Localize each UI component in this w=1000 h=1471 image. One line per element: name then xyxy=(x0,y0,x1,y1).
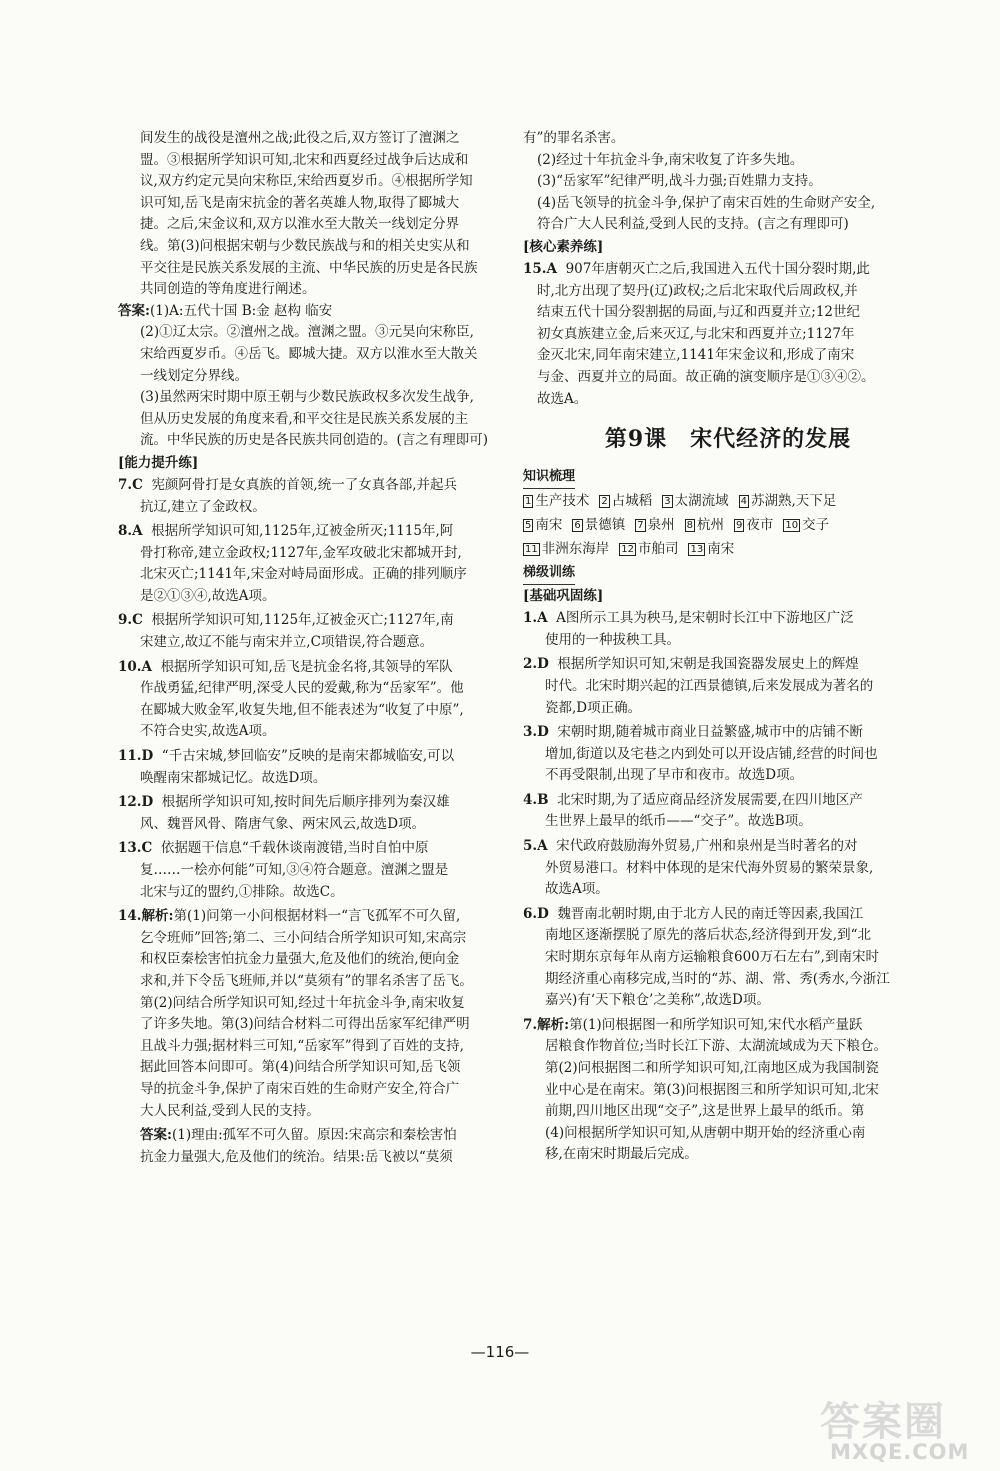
question-text-line: 风、魏晋风骨、隋唐气象、两宋风云,故选D项。 xyxy=(140,815,426,832)
question-text-line: 故选A项。 xyxy=(545,881,609,898)
middle-column xyxy=(118,128,500,1168)
question-text-line: 是②①③④,故选A项。 xyxy=(140,587,276,604)
q14-line: 且战斗力强;据材料三可知,“岳家军”得到了百姓的支持, xyxy=(140,1037,464,1054)
question-item xyxy=(523,790,933,812)
question-item xyxy=(523,904,933,926)
question-text: 宋代政府鼓励海外贸易,广州和泉州是当时著名的对 xyxy=(556,838,858,855)
boxed-number: 4 xyxy=(740,496,747,508)
q7-line: 居粮食作物首位;当时长江下游、太湖流域成为天下粮仓。 xyxy=(545,1038,888,1055)
question-number: 3.D xyxy=(523,724,549,741)
knowledge-item xyxy=(619,541,678,557)
q14-line: 和权臣秦桧害怕抗金力量强大,危及他们的统治,便向金 xyxy=(140,951,460,968)
q14-line: 乞令班师”回答;第二、三小问结合所学知识可知,宋高宗 xyxy=(140,929,467,946)
question-text-line: 生世界上最早的纸币——“交子”。故选B项。 xyxy=(545,813,812,830)
watermark-logo xyxy=(808,1390,990,1468)
answer-first-line xyxy=(118,301,500,323)
knowledge-item xyxy=(688,541,734,557)
question-item xyxy=(118,792,500,814)
q14-answer-continued xyxy=(523,128,933,236)
answer-line: (3)虽然两宋时期中原王朝与少数民族政权多次发生战争, xyxy=(140,389,474,406)
knowledge-item xyxy=(685,517,724,533)
question-number: 10.A xyxy=(118,658,152,675)
question-number: 13.C xyxy=(118,840,153,857)
question-text-line: 北宋灭亡;1141年,宋金对峙局面形成。正确的排列顺序 xyxy=(140,566,467,583)
question-text-line: 嘉兴)有‘天下粮仓’之美称”,故选D项。 xyxy=(545,992,770,1009)
intro-line: 捷。之后,宋金议和,双方以淮水至大散关一线划定分界 xyxy=(140,216,460,233)
question-text: 魏晋南北朝时期,由于北方人民的南迁等因素,我国江 xyxy=(557,905,863,922)
boxed-number: 13 xyxy=(690,544,704,556)
knowledge-title: 知识梳理 xyxy=(523,466,575,489)
q7-line: 前期,四川地区出现“交子”,这是世界上最早的纸币。第 xyxy=(545,1103,865,1120)
question-text: 宪颜阿骨打是女真族的首领,统一了女真各部,并起兵 xyxy=(151,476,458,493)
q14-answer-first-text: (1)理由:孤军不可久留。原因:宋高宗和秦桧害怕 xyxy=(171,1127,457,1144)
knowledge-text: 夜市 xyxy=(746,517,774,534)
knowledge-list xyxy=(523,489,933,561)
q15-line: 初女真族建立金,后来灭辽,与北宋和西夏并立;1127年 xyxy=(537,325,855,342)
answer-line: 宋给西夏岁币。④岳飞。郾城大捷。双方以淮水至大散关 xyxy=(140,345,478,362)
answer-line: 流。中华民族的历史是各民族共同创造的。(言之有理即可) xyxy=(140,432,489,449)
question-text-line: 瓷都,D项正确。 xyxy=(545,699,642,716)
q15-line: 故选A。 xyxy=(537,390,588,407)
q15-first-line xyxy=(523,259,933,281)
q14-line: 第(2)问结合所学知识可知,经过十年抗金斗争,南宋收复 xyxy=(140,994,465,1011)
answer-line: (1)A:五代十国 B:金 赵构 临安 xyxy=(149,302,333,319)
question-text-line: 抗辽,建立了金政权。 xyxy=(140,498,266,515)
question-number: 1.A xyxy=(523,610,548,627)
boxed-number: 7 xyxy=(637,520,644,532)
question-number: 11.D xyxy=(118,748,154,765)
boxed-number: 8 xyxy=(686,520,693,532)
intro-line: 共同创造的等角度进行阐述。 xyxy=(140,281,316,298)
q14-answer-first-line xyxy=(118,1125,500,1147)
section-ability: [能力提升练] xyxy=(118,454,199,471)
knowledge-text: 杭州 xyxy=(697,517,724,534)
answer-line: 符合广大人民利益,受到人民的支持。(言之有理即可) xyxy=(537,216,849,233)
q15-line: 结束五代十国分裂割据的局面,与辽和西夏并立;12世纪 xyxy=(537,304,861,321)
q15-explanation xyxy=(523,281,933,411)
question-item xyxy=(118,838,500,860)
knowledge-text: 苏湖熟,天下足 xyxy=(751,493,837,510)
boxed-number: 9 xyxy=(736,520,743,532)
section-core: [核心素养练] xyxy=(523,238,604,255)
q14-answer-label: 答案: xyxy=(140,1127,172,1144)
answer-line: (4)岳飞领导的抗金斗争,保护了南宋百姓的生命财产安全, xyxy=(537,194,876,211)
q7-first-text: 第(1)问根据图一和所学知识可知,宋代水稻产量跃 xyxy=(569,1016,863,1033)
boxed-number: 11 xyxy=(525,544,538,556)
question-text: 依据题干信息“千载休谈南渡错,当时自怕中原 xyxy=(160,840,429,857)
knowledge-text: 交子 xyxy=(802,517,830,534)
question-item xyxy=(523,836,933,858)
question-text: “千古宋城,梦回临安”反映的是南宋都城临安,可以 xyxy=(161,748,455,765)
question-text-line: 增加,街道以及宅巷之内到处可以开设店铺,经营的时间也 xyxy=(545,745,878,762)
knowledge-text: 南宋 xyxy=(707,541,735,558)
q15-first-text: 907年唐朝灭亡之后,我国进入五代十国分裂时期,此 xyxy=(565,260,870,277)
question-text-line: 时代。北宋时期兴起的江西景德镇,后来发展成为著名的 xyxy=(545,677,874,694)
watermark-site: MXQE.COM xyxy=(830,1440,970,1464)
knowledge-row xyxy=(523,513,933,537)
question-text-line: 期经济重心南移完成,当时的“苏、湖、常、秀(秀水,今浙江 xyxy=(545,970,890,987)
question-number: 2.D xyxy=(523,656,549,673)
question-text-line: 作战勇猛,纪律严明,深受人民的爱戴,称为“岳家军”。他 xyxy=(140,680,464,697)
q7-explanation xyxy=(523,1036,933,1166)
question-text: 根据所学知识可知,1125年,辽被金所灭;1115年,阿 xyxy=(151,523,454,540)
question-number: 12.D xyxy=(118,794,154,811)
knowledge-item xyxy=(523,517,562,533)
question-number: 7.C xyxy=(118,476,143,493)
boxed-number: 10 xyxy=(785,520,799,532)
knowledge-text: 市舶司 xyxy=(637,541,679,558)
answer-label: 答案: xyxy=(118,302,150,319)
q15-line: 金灭北宋,同年南宋建立,1141年宋金议和,形成了南宋 xyxy=(537,347,855,364)
knowledge-item xyxy=(599,493,652,509)
knowledge-row xyxy=(523,537,933,561)
question-item xyxy=(523,654,933,676)
question-text: 根据所学知识可知,1125年,辽被金灭亡;1127年,南 xyxy=(151,612,454,629)
knowledge-item xyxy=(739,493,837,509)
question-item xyxy=(118,521,500,543)
question-text-line: 不符合史实,故选A项。 xyxy=(140,723,276,740)
question-item xyxy=(523,722,933,744)
question-text: 根据所学知识可知,宋朝是我国瓷器发展史上的辉煌 xyxy=(557,656,859,673)
question-text-line: 不再受限制,出现了早市和夜市。故选D项。 xyxy=(545,767,804,784)
question-text: 北宋时期,为了适应商品经济发展需要,在四川地区产 xyxy=(557,791,863,808)
knowledge-item xyxy=(783,517,829,533)
question-text-line: 骨打称帝,建立金政权;1127年,金军攻破北宋都城开封, xyxy=(140,544,462,561)
question-text-line: 外贸易港口。材料中体现的是宋代海外贸易的繁荣景象, xyxy=(545,859,874,876)
q14-label: 14.解析: xyxy=(118,908,174,925)
question-text: 根据所学知识可知,按时间先后顺序排列为秦汉雄 xyxy=(161,794,450,811)
boxed-number: 12 xyxy=(621,544,634,556)
intro-line: 平交往是民族关系发展的主流、中华民族的历史是各民族 xyxy=(140,259,478,276)
question-item xyxy=(118,657,500,679)
q7-line: 第(2)问根据图二和所学知识可知,江南地区成为我国制瓷 xyxy=(545,1060,879,1076)
question-text-line: 使用的一种拔秧工具。 xyxy=(545,631,680,648)
boxed-number: 6 xyxy=(574,520,581,532)
lesson-title: 第9课 宋代经济的发展 xyxy=(604,426,852,453)
question-number: 6.D xyxy=(523,905,549,922)
question-text-line: 唤醒南宋都城记忆。故选D项。 xyxy=(140,769,327,786)
question-text: 宋朝时期,随着城市商业日益繁盛,城市中的店铺不断 xyxy=(557,724,863,741)
boxed-number: 1 xyxy=(525,496,532,508)
knowledge-text: 占城稻 xyxy=(611,493,653,510)
page-number: —116— xyxy=(470,1343,530,1361)
intro-line: 议,双方约定元昊向宋称臣,宋给西夏岁币。④根据所学知 xyxy=(140,173,473,190)
question-text-line: 宋建立,故辽不能与南宋并立,C项错误,符合题意。 xyxy=(140,634,434,651)
question-item xyxy=(118,475,500,497)
knowledge-row xyxy=(523,489,933,513)
knowledge-item xyxy=(523,541,609,557)
question-text: 根据所学知识可知,岳飞是抗金名将,其领导的军队 xyxy=(160,658,453,675)
question-text-line: 复……一桧亦何能”可知,③④符合题意。澶渊之盟是 xyxy=(140,862,449,878)
q14-answer-line: 抗金力量强大,危及他们的统治。结果:岳飞被以“莫须 xyxy=(140,1148,453,1165)
q7-first-line xyxy=(523,1015,933,1037)
q-intro-text xyxy=(118,128,500,301)
knowledge-item xyxy=(523,493,589,509)
answer-line: 一线划定分界线。 xyxy=(140,367,248,384)
q14-line: 了许多失地。第(3)问结合材料二可得出岳家军纪律严明 xyxy=(140,1016,470,1033)
question-number: 5.A xyxy=(523,838,548,855)
q15-line: 与金、西夏并立的局面。故正确的演变顺序是①③④②。 xyxy=(537,368,875,385)
knowledge-text: 太湖流域 xyxy=(674,493,729,510)
q14-line: 据此回答本问即可。第(4)问结合所学知识可知,岳飞领 xyxy=(140,1059,461,1076)
q15-line: 时,北方出现了契丹(辽)政权;之后北宋取代后周政权,并 xyxy=(537,282,858,299)
question-text-line: 在郾城大败金军,收复失地,但不能表述为“收复了中原”, xyxy=(140,701,464,718)
intro-line: 线。第(3)问根据宋朝与少数民族战与和的相关史实从和 xyxy=(140,237,470,254)
knowledge-item xyxy=(635,517,674,533)
q7-line: (4)问根据所学知识可知,从唐朝中期开始的经济重心南 xyxy=(545,1124,866,1141)
answer-line: (2)①辽太宗。②澶州之战。澶渊之盟。③元昊向宋称臣, xyxy=(140,324,474,341)
question-number: 8.A xyxy=(118,523,143,540)
mid-question-list xyxy=(118,475,500,906)
answer-line: 有”的罪名杀害。 xyxy=(523,130,625,146)
q7-line: 业中心是在南宋。第(3)问根据图三和所学知识可知,北宋 xyxy=(545,1081,879,1098)
knowledge-text: 非洲东海岸 xyxy=(541,541,610,558)
watermark-mark: 答案圈 xyxy=(820,1399,946,1445)
q14-answer-lines xyxy=(118,1147,500,1169)
knowledge-item xyxy=(734,517,773,533)
q14-explanation xyxy=(118,928,500,1122)
intro-line: 识可知,岳飞是南宋抗金的著名英雄人物,取得了郾城大 xyxy=(140,194,460,211)
section-basic: [基础巩固练] xyxy=(523,588,604,605)
boxed-number: 2 xyxy=(601,496,608,508)
q7-label: 7.解析: xyxy=(523,1016,570,1033)
knowledge-text: 南宋 xyxy=(535,517,563,534)
knowledge-text: 泉州 xyxy=(647,517,675,534)
q15-number: 15.A xyxy=(523,260,557,277)
answer-lines xyxy=(118,322,500,452)
knowledge-text: 生产技术 xyxy=(535,493,590,510)
boxed-number: 3 xyxy=(664,496,671,508)
question-number: 4.B xyxy=(523,791,549,808)
answer-line: (2)经过十年抗金斗争,南宋收复了许多失地。 xyxy=(537,151,804,168)
q7-line: 移,在南宋时期最后完成。 xyxy=(545,1146,698,1163)
right-column xyxy=(523,128,933,1166)
question-item xyxy=(118,610,500,632)
intro-line: 盟。③根据所学知识可知,北宋和西夏经过战争后达成和 xyxy=(140,151,469,168)
boxed-number: 5 xyxy=(525,520,532,532)
knowledge-text: 景德镇 xyxy=(584,517,626,534)
answer-line: 但从历史发展的角度来看,和平交往是民族关系发展的主 xyxy=(140,410,469,427)
q14-line: 大人民利益,受到人民的支持。 xyxy=(140,1102,320,1119)
right-question-list xyxy=(523,608,933,1015)
knowledge-item xyxy=(572,517,625,533)
q14-line: 导的抗金斗争,保护了南宋百姓的生命财产安全,符合广 xyxy=(140,1080,460,1097)
q14-first-line xyxy=(118,906,500,928)
question-number: 9.C xyxy=(118,612,143,629)
intro-line: 间发生的战役是澶州之战;此役之后,双方签订了澶渊之 xyxy=(140,130,460,146)
question-text: A图所示工具为秧马,是宋朝时长江中下游地区广泛 xyxy=(556,610,854,627)
question-text-line: 宋时期东京每年从南方运输粮食600万石左右”,到南宋时 xyxy=(545,949,879,966)
q14-first-text: 第(1)问第一小问根据材料一“言飞孤军不可久留, xyxy=(173,908,461,925)
question-item xyxy=(118,746,500,768)
question-text-line: 南地区逐渐摆脱了原先的落后状态,经济得到开发,到“北 xyxy=(545,927,871,944)
answer-line: (3)“岳家军”纪律严明,战斗力强;百姓鼎力支持。 xyxy=(537,173,822,190)
question-text-line: 北宋与辽的盟约,①排除。故选C。 xyxy=(140,883,344,900)
question-item xyxy=(523,608,933,630)
ladder-title: 梯级训练 xyxy=(523,562,575,585)
q14-line: 求和,并下令岳飞班师,并以“莫须有”的罪名杀害了岳飞。 xyxy=(140,972,473,989)
knowledge-item xyxy=(662,493,728,509)
